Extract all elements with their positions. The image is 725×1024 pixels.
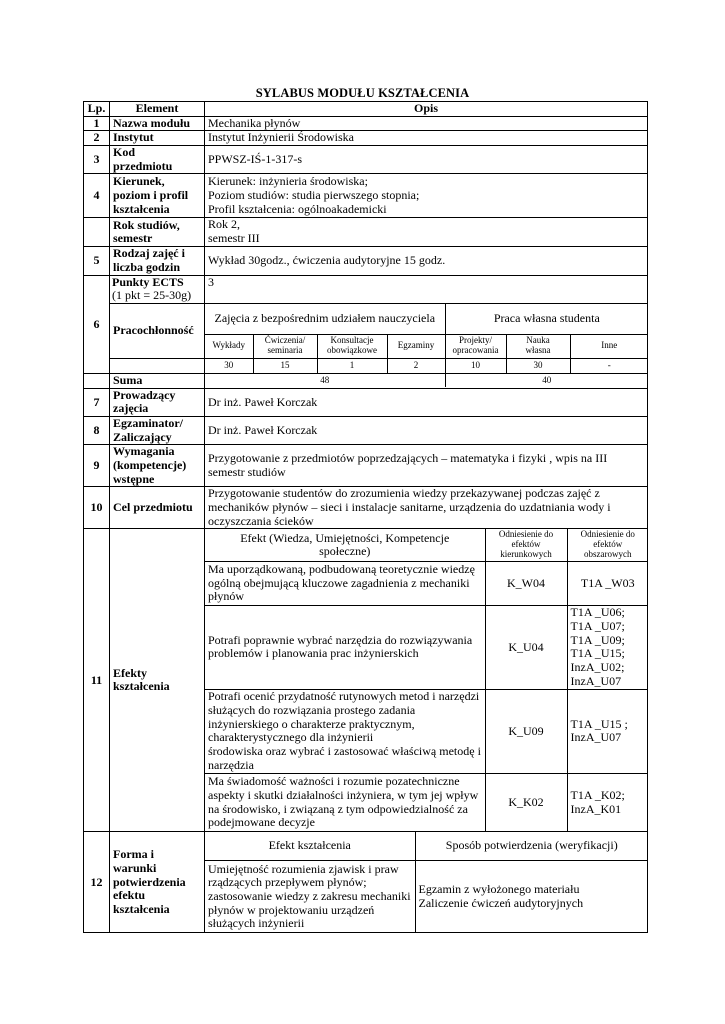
row-number: 9	[84, 445, 110, 487]
verification-header-row	[205, 832, 648, 860]
outcome-effect: Potrafi ocenić przydatność rutynowych metod i narzędzi służących do rozwiązania prostego zadania inżynierskiego o charakterze praktycznym, charakterystycznego dla inżynierii środowiska oraz wybrać i zastosować właściwą metodę i narzędzia	[205, 689, 485, 773]
row-value: Dr inż. Paweł Korczak	[205, 388, 648, 416]
ects-sub: (1 pkt = 25-30g)	[112, 288, 192, 303]
row-number: 2	[84, 131, 110, 146]
workload-column-header: Nauka własna	[506, 334, 570, 358]
row-number	[84, 374, 110, 389]
row-sum	[84, 374, 648, 389]
row-label	[110, 359, 205, 374]
row-prerequisites	[84, 445, 648, 487]
row-label: Egzaminator/ Zaliczający	[110, 417, 205, 445]
outcome-direction-ref: K_U04	[485, 605, 567, 689]
outcomes-header-row	[205, 529, 648, 561]
outcome-area-ref: T1A _K02; InzA_K01	[567, 773, 648, 831]
contact-hours-header: Zajęcia z bezpośrednim udziałem nauczyciela	[205, 304, 445, 334]
workload-values-cell	[205, 359, 648, 374]
row-label: Cel przedmiotu	[110, 487, 205, 529]
workload-value: 30	[506, 359, 570, 373]
row-lecturer	[84, 388, 648, 416]
workload-values-table	[205, 359, 648, 373]
table-row	[205, 605, 648, 689]
workload-column-header: Egzaminy	[387, 334, 445, 358]
row-examiner	[84, 417, 648, 445]
sum-label: Suma	[110, 374, 205, 389]
workload-value: 15	[253, 359, 317, 373]
header-opis: Opis	[205, 102, 648, 117]
row-verification	[84, 832, 648, 933]
row-label: Rodzaj zajęć i liczba godzin	[110, 247, 205, 275]
verification-cell	[205, 832, 648, 933]
row-course-goal	[84, 487, 648, 529]
row-value: Mechanika płynów	[205, 116, 648, 131]
workload-column-header: Projekty/ opracowania	[445, 334, 506, 358]
row-number	[84, 218, 110, 247]
outcome-area-ref: T1A _U15 ; InzA_U07	[567, 689, 648, 773]
table-row	[205, 689, 648, 773]
verification-table	[205, 832, 648, 932]
sum-table	[205, 374, 648, 387]
row-value: Kierunek: inżynieria środowiska; Poziom studiów: studia pierwszego stopnia; Profil kształcenia: ogólnoakademicki	[205, 174, 648, 218]
row-number: 8	[84, 417, 110, 445]
row-number: 6	[84, 275, 110, 373]
row-year-semester	[84, 218, 648, 247]
workload-column-header: Ćwiczenia/ seminaria	[253, 334, 317, 358]
verification-effect-header: Efekt kształcenia	[205, 832, 415, 860]
outcome-direction-ref: K_K02	[485, 773, 567, 831]
row-workload	[84, 304, 648, 359]
row-value: Instytut Inżynierii Środowiska	[205, 131, 648, 146]
row-number: 10	[84, 487, 110, 529]
outcome-area-ref: T1A _U06; T1A _U07; T1A _U09; T1A _U15; InzA_U02; InzA_U07	[567, 605, 648, 689]
outcome-effect-header: Efekt (Wiedza, Umiejętności, Kompetencje społeczne)	[205, 529, 485, 561]
row-label: Rok studiów, semestr	[110, 218, 205, 247]
outcome-area-header: Odniesienie do efektów obszarowych	[567, 529, 648, 561]
row-number: 7	[84, 388, 110, 416]
row-institute	[84, 131, 648, 146]
row-value: Dr inż. Paweł Korczak	[205, 417, 648, 445]
row-label: Prowadzący zajęcia	[110, 388, 205, 416]
outcome-effect: Potrafi poprawnie wybrać narzędzia do rozwiązywania problemów i planowania prac inżynierskich	[205, 605, 485, 689]
outcome-effect: Ma uporządkowaną, podbudowaną teoretycznie wiedzę ogólną obejmującą kluczowe zagadnienia z mechaniki płynów	[205, 561, 485, 605]
workload-label: Pracochłonność	[110, 304, 205, 359]
row-number: 11	[84, 529, 110, 832]
ects-label: Punkty ECTS	[112, 274, 184, 289]
sum-contact-hours: 48	[205, 374, 445, 387]
row-label: Kierunek, poziom i profil kształcenia	[110, 174, 205, 218]
self-study-header: Praca własna studenta	[445, 304, 648, 334]
verification-method-header: Sposób potwierdzenia (weryfikacji)	[415, 832, 648, 860]
row-label: Kod przedmiotu	[110, 146, 205, 174]
row-workload-values	[84, 359, 648, 374]
row-class-type	[84, 247, 648, 275]
workload-cell	[205, 304, 648, 359]
workload-column-header: Inne	[570, 334, 648, 358]
workload-value: 1	[317, 359, 387, 373]
sum-self-study: 40	[445, 374, 648, 387]
row-label: Nazwa modułu	[110, 116, 205, 131]
row-label: Forma i warunki potwierdzenia efektu kształcenia	[110, 832, 205, 933]
row-value: Przygotowanie z przedmiotów poprzedzających – matematyka i fizyki , wpis na III semestr studiów	[205, 445, 648, 487]
workload-table	[205, 304, 648, 358]
row-number: 1	[84, 116, 110, 131]
outcomes-cell	[205, 529, 648, 832]
outcome-direction-ref: K_U09	[485, 689, 567, 773]
row-label: Instytut	[110, 131, 205, 146]
syllabus-table	[83, 101, 648, 933]
row-course-code	[84, 146, 648, 174]
verification-effect: Umiejętność rozumienia zjawisk i praw rządzących przepływem płynów; zastosowanie wiedzy z zakresu mechaniki płynów w projektowaniu urządzeń służących inżynierii	[205, 860, 415, 932]
workload-value: 2	[387, 359, 445, 373]
row-value: PPWSZ-IŚ-1-317-s	[205, 146, 648, 174]
row-number: 3	[84, 146, 110, 174]
workload-value: 10	[445, 359, 506, 373]
table-header-row	[84, 102, 648, 117]
row-value: Wykład 30godz., ćwiczenia audytoryjne 15 godz.	[205, 247, 648, 275]
sum-cell	[205, 374, 648, 389]
row-label: Efekty kształcenia	[110, 529, 205, 832]
table-row	[205, 561, 648, 605]
row-value: Przygotowanie studentów do zrozumienia wiedzy przekazywanej podczas zajęć z mechaników płynów – sieci i instalacje sanitarne, urządzenia do uzdatniania wody i oczyszczania ścieków	[205, 487, 648, 529]
outcome-effect: Ma świadomość ważności i rozumie pozatechniczne aspekty i skutki działalności inżyniera, w tym jej wpływ na środowisko, i związaną z tym odpowiedzialność za podejmowane decyzje	[205, 773, 485, 831]
row-number: 12	[84, 832, 110, 933]
row-number: 5	[84, 247, 110, 275]
verification-method: Egzamin z wyłożonego materiału Zaliczenie ćwiczeń audytoryjnych	[415, 860, 648, 932]
page-title: SYLABUS MODUŁU KSZTAŁCENIA	[255, 86, 470, 100]
header-lp: Lp.	[84, 102, 110, 117]
header-element: Element	[110, 102, 205, 117]
row-ects	[84, 275, 648, 303]
ects-label-cell	[110, 275, 205, 303]
table-row	[205, 860, 648, 932]
outcome-direction-ref: K_W04	[485, 561, 567, 605]
outcomes-table	[205, 529, 648, 831]
row-learning-outcomes	[84, 529, 648, 832]
workload-column-header: Wykłady	[205, 334, 253, 358]
row-label: Wymagania (kompetencje) wstępne	[110, 445, 205, 487]
row-number: 4	[84, 174, 110, 218]
workload-column-header: Konsultacje obowiązkowe	[317, 334, 387, 358]
ects-value: 3	[205, 275, 648, 303]
row-field-of-study	[84, 174, 648, 218]
outcome-area-ref: T1A _W03	[567, 561, 648, 605]
row-module-name	[84, 116, 648, 131]
workload-value: -	[570, 359, 648, 373]
row-value: Rok 2, semestr III	[205, 218, 648, 247]
workload-value: 30	[205, 359, 253, 373]
outcome-direction-header: Odniesienie do efektów kierunkowych	[485, 529, 567, 561]
table-row	[205, 773, 648, 831]
